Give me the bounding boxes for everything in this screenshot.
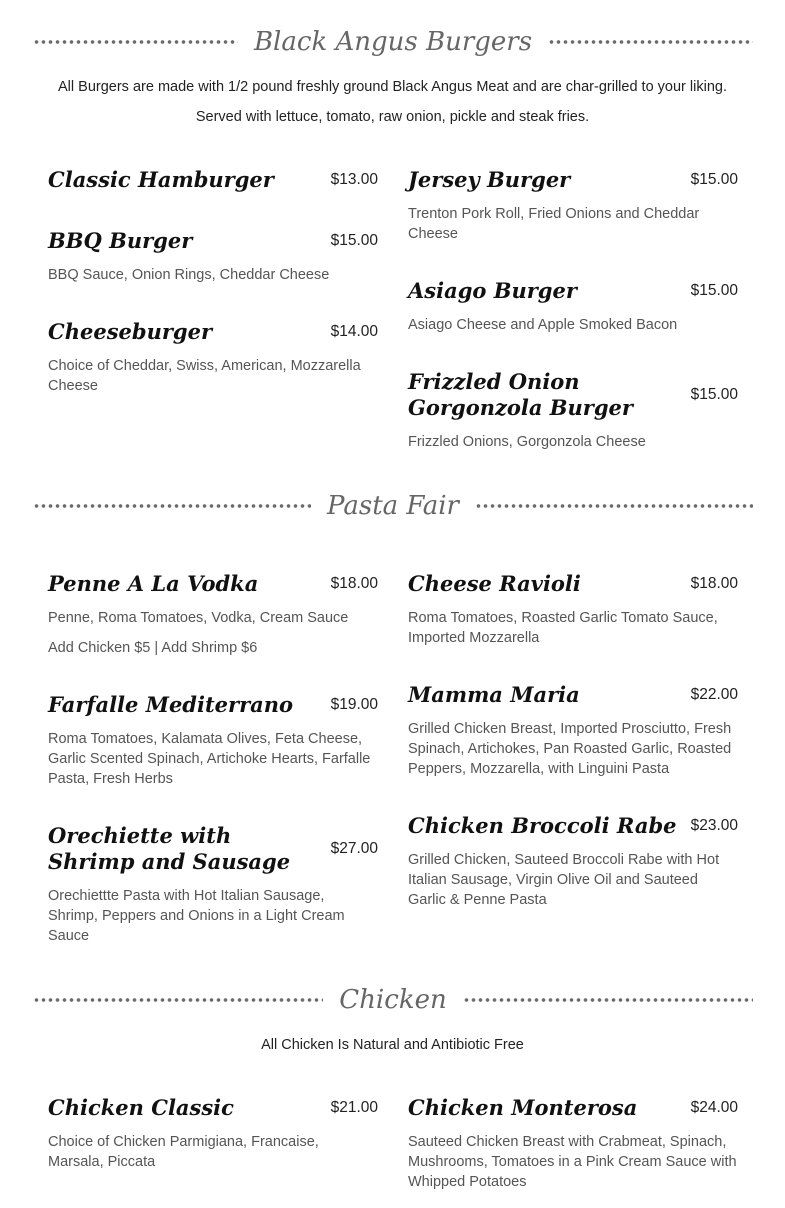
item-name: Mamma Maria — [408, 682, 580, 707]
dotted-divider — [33, 40, 238, 44]
dotted-divider — [463, 998, 753, 1002]
item-price: $14.00 — [330, 323, 378, 340]
dotted-divider — [33, 504, 311, 508]
item-name: Chicken Broccoli Rabe — [408, 813, 677, 838]
item-price: $18.00 — [330, 575, 378, 592]
item-price: $15.00 — [690, 282, 738, 299]
item-name: Penne A La Vodka — [48, 571, 259, 596]
menu-item — [48, 167, 378, 193]
item-price: $27.00 — [330, 840, 378, 857]
item-price: $13.00 — [330, 171, 378, 188]
item-name: BBQ Burger — [48, 228, 193, 253]
dotted-divider — [548, 40, 753, 44]
menu-item — [48, 1095, 378, 1172]
item-description: Grilled Chicken Breast, Imported Prosciutto, Fresh Spinach, Artichokes, Pan Roasted Garlic, Roasted Peppers, Mozzarella, with Linguini Pasta — [408, 721, 732, 777]
item-description: Choice of Cheddar, Swiss, American, Mozzarella Cheese — [48, 358, 361, 394]
menu-item — [408, 813, 738, 910]
item-addon-note: Add Chicken $5 | Add Shrimp $6 — [48, 640, 258, 656]
item-description: Grilled Chicken, Sauteed Broccoli Rabe with Hot Italian Sausage, Virgin Olive Oil and Sauteed Garlic & Penne Pasta — [408, 852, 720, 908]
menu-item — [408, 278, 738, 335]
dotted-divider — [33, 998, 323, 1002]
item-name: Cheese Ravioli — [408, 571, 581, 596]
section-note: All Chicken Is Natural and Antibiotic Free — [261, 1037, 524, 1053]
section-note: Served with lettuce, tomato, raw onion, pickle and steak fries. — [195, 109, 590, 125]
menu-item — [408, 369, 738, 452]
item-name: Chicken Monterosa — [408, 1095, 638, 1120]
item-description: Asiago Cheese and Apple Smoked Bacon — [408, 317, 678, 333]
item-description: Frizzled Onions, Gorgonzola Cheese — [408, 434, 646, 450]
item-price: $23.00 — [690, 817, 738, 834]
menu-item — [48, 692, 378, 789]
item-name: Chicken Classic — [48, 1095, 234, 1120]
item-name: Farfalle Mediterrano — [48, 692, 294, 717]
item-price: $15.00 — [690, 171, 738, 188]
item-price: $15.00 — [330, 232, 378, 249]
item-price: $18.00 — [690, 575, 738, 592]
item-name: Cheeseburger — [48, 319, 213, 344]
section-note: All Burgers are made with 1/2 pound freshly ground Black Angus Meat and are char-grilled to your liking. — [58, 79, 727, 95]
item-price: $22.00 — [690, 686, 738, 703]
section-title: Chicken — [339, 985, 447, 1015]
menu-item — [408, 167, 738, 244]
menu-item — [408, 571, 738, 648]
section-title: Black Angus Burgers — [253, 27, 533, 57]
item-name: Frizzled Onion Gorgonzola Burger — [408, 369, 633, 420]
item-name: Jersey Burger — [408, 167, 571, 192]
section-header-pasta — [33, 489, 753, 523]
menu-item — [48, 823, 378, 946]
item-name: Orechiette with Shrimp and Sausage — [48, 823, 291, 874]
item-description: Roma Tomatoes, Kalamata Olives, Feta Cheese, Garlic Scented Spinach, Artichoke Hearts, Farfalle Pasta, Fresh Herbs — [48, 731, 371, 787]
item-description: Penne, Roma Tomatoes, Vodka, Cream Sauce — [48, 610, 349, 626]
menu-item — [408, 682, 738, 779]
item-description: Orechiettte Pasta with Hot Italian Sausage, Shrimp, Peppers and Onions in a Light Cream Sauce — [48, 888, 345, 944]
item-description: Choice of Chicken Parmigiana, Francaise, Marsala, Piccata — [48, 1134, 319, 1170]
menu-item — [48, 228, 378, 285]
item-description: Trenton Pork Roll, Fried Onions and Cheddar Cheese — [408, 206, 700, 242]
item-price: $15.00 — [690, 386, 738, 403]
menu-item — [48, 571, 378, 658]
item-price: $21.00 — [330, 1099, 378, 1116]
menu-item — [408, 1095, 738, 1192]
section-title: Pasta Fair — [327, 491, 459, 521]
dotted-divider — [475, 504, 753, 508]
section-header-chicken — [33, 983, 753, 1017]
item-description: Sauteed Chicken Breast with Crabmeat, Spinach, Mushrooms, Tomatoes in a Pink Cream Sauce with Whipped Potatoes — [408, 1134, 737, 1190]
item-description: BBQ Sauce, Onion Rings, Cheddar Cheese — [48, 267, 330, 283]
menu-item — [48, 319, 378, 396]
item-name: Classic Hamburger — [48, 167, 274, 192]
item-description: Roma Tomatoes, Roasted Garlic Tomato Sauce, Imported Mozzarella — [408, 610, 718, 646]
item-price: $19.00 — [330, 696, 378, 713]
item-name: Asiago Burger — [408, 278, 577, 303]
item-price: $24.00 — [690, 1099, 738, 1116]
section-header-burgers — [33, 25, 753, 59]
